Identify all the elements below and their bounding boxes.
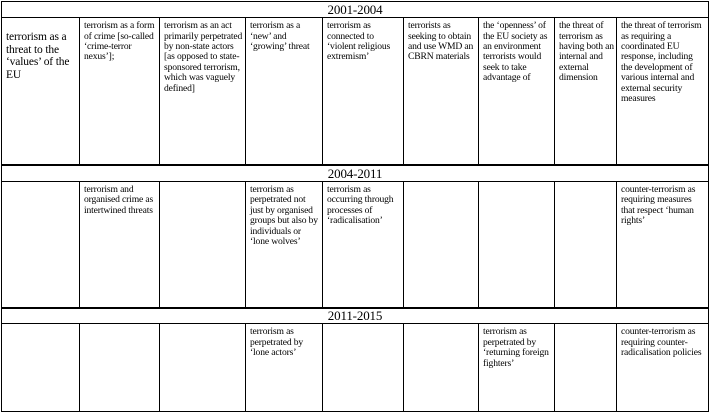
framing-cell: terrorism and organised crime as intertwined threats — [80, 182, 160, 308]
framing-cell — [404, 324, 479, 412]
framing-cell: terrorism as perpetrated not just by organised groups but also by individuals or ‘lone wolves’ — [246, 182, 323, 308]
framing-cell: terrorism as a form of crime [so-called ‘crime-terror nexus’]; — [80, 18, 160, 166]
framing-cell — [555, 324, 617, 412]
framing-cell: the threat of terrorism as having both an internal and external dimension — [555, 18, 617, 166]
framing-cell — [2, 182, 80, 308]
framing-row — [2, 18, 709, 166]
framing-cell: counter-terrorism as requiring measures that respect ‘human rights’ — [617, 182, 709, 308]
framing-cell — [2, 324, 80, 412]
terrorism-framings-table — [1, 1, 709, 412]
framing-cell — [323, 324, 404, 412]
framing-cell: terrorism as connected to ‘violent religious extremism’ — [323, 18, 404, 166]
period-label: 2001-2004 — [2, 2, 709, 18]
framing-cell: terrorism as a threat to the ‘values’ of the EU — [2, 18, 80, 166]
framing-cell — [555, 182, 617, 308]
framing-cell — [80, 324, 160, 412]
framing-cell — [160, 182, 246, 308]
period-header-row — [2, 165, 709, 181]
framing-cell: the ‘openness’ of the EU society as an environment terrorists would seek to take advantage of — [479, 18, 555, 166]
table-body — [2, 2, 709, 412]
period-label: 2004-2011 — [2, 165, 709, 181]
period-header-row — [2, 308, 709, 324]
period-label: 2011-2015 — [2, 308, 709, 324]
framing-cell: terrorism as an act primarily perpetrated by non-state actors [as opposed to state-sponsored terrorism, which was vaguely defined] — [160, 18, 246, 166]
framing-row — [2, 324, 709, 412]
framing-cell: terrorism as perpetrated by ‘returning foreign fighters’ — [479, 324, 555, 412]
framing-row — [2, 182, 709, 308]
framing-cell — [479, 182, 555, 308]
framing-cell: terrorism as occurring through processes of ‘radicalisation’ — [323, 182, 404, 308]
framing-cell: terrorism as perpetrated by ‘lone actors’ — [246, 324, 323, 412]
framing-cell — [404, 182, 479, 308]
framing-cell: terrorism as a ‘new’ and ‘growing’ threat — [246, 18, 323, 166]
period-header-row — [2, 2, 709, 18]
framing-cell: the threat of terrorism as requiring a coordinated EU response, including the development of various internal and external security measures — [617, 18, 709, 166]
framing-cell: terrorists as seeking to obtain and use WMD an CBRN materials — [404, 18, 479, 166]
framing-cell: counter-terrorism as requiring counter-radicalisation policies — [617, 324, 709, 412]
framing-cell — [160, 324, 246, 412]
